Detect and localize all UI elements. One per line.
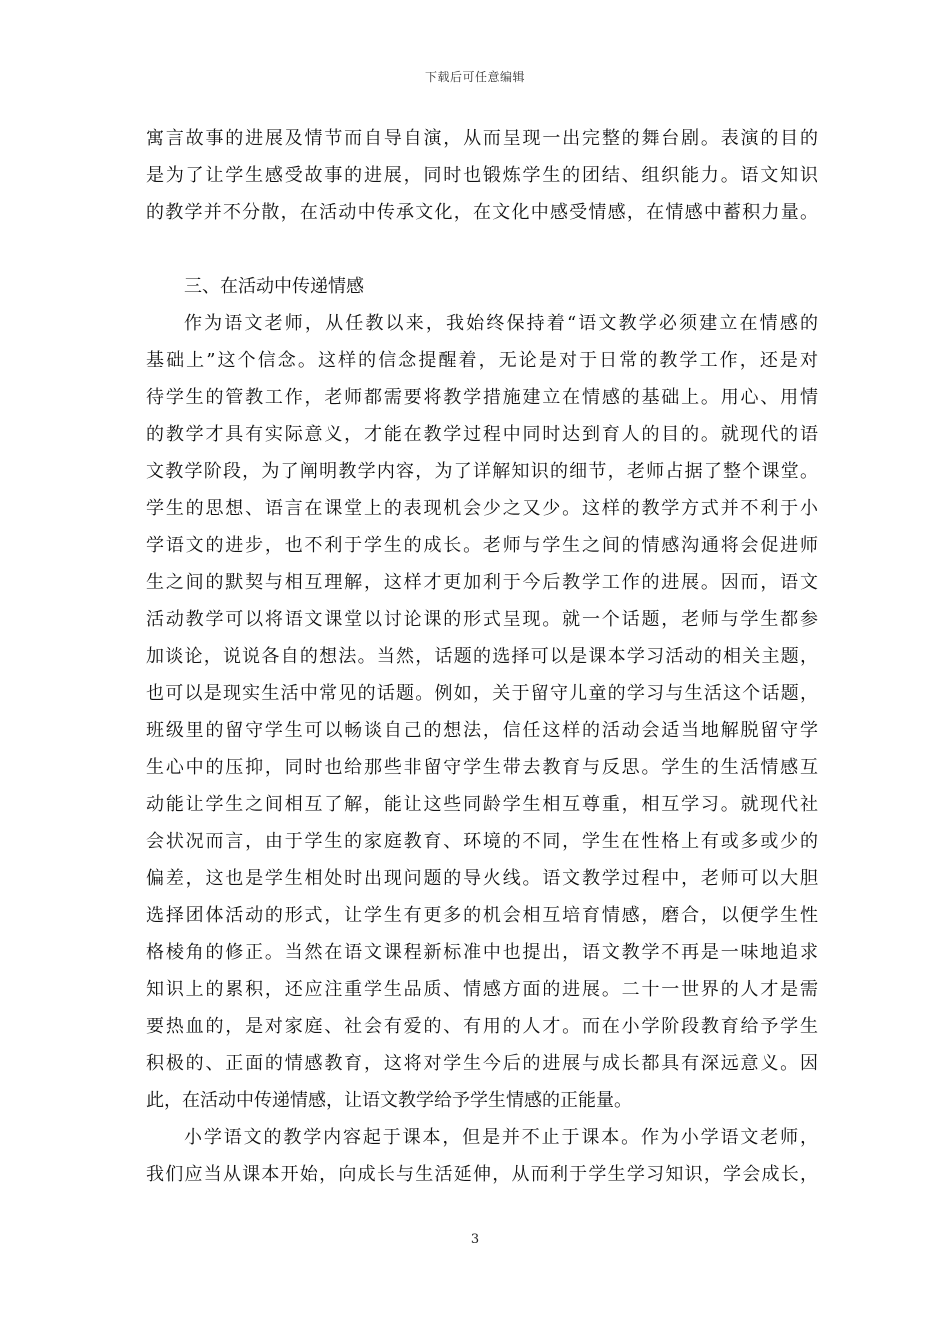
paragraph-line: 学语文的进步，也不利于学生的成长。老师与学生之间的情感沟通将会促进师: [146, 535, 818, 556]
paragraph-line: 知识上的累积，还应注重学生品质、情感方面的进展。二十一世界的人才是需: [146, 979, 818, 1000]
paragraph-line: 学生的思想、语言在课堂上的表现机会少之又少。这样的教学方式并不利于小: [146, 498, 818, 519]
paragraph-line: 文教学阶段，为了阐明教学内容，为了详解知识的细节，老师占据了整个课堂。: [146, 461, 818, 482]
paragraph-line: 的教学并不分散，在活动中传承文化，在文化中感受情感，在情感中蓄积力量。: [146, 202, 818, 223]
paragraph-line: 是为了让学生感受故事的进展，同时也锻炼学生的团结、组织能力。语文知识: [146, 165, 818, 186]
paragraph-line: 生之间的默契与相互理解，这样才更加利于今后教学工作的进展。因而，语文: [146, 572, 818, 593]
paragraph-line: 选择团体活动的形式，让学生有更多的机会相互培育情感，磨合，以便学生性: [146, 905, 818, 926]
paragraph-line: 的教学才具有实际意义，才能在教学过程中同时达到育人的目的。就现代的语: [146, 424, 818, 445]
paragraph-line: 生心中的压抑，同时也给那些非留守学生带去教育与反思。学生的生活情感互: [146, 757, 818, 778]
paragraph-line: 此，在活动中传递情感，让语文教学给予学生情感的正能量。: [146, 1090, 632, 1111]
paragraph-line: 偏差，这也是学生相处时出现问题的导火线。语文教学过程中，老师可以大胆: [146, 868, 818, 889]
paragraph-line: 寓言故事的进展及情节而自导自演，从而呈现一出完整的舞台剧。表演的目的: [146, 128, 818, 149]
paragraph-line: 作为语文老师，从任教以来，我始终保持着“语文教学必须建立在情感的: [184, 313, 818, 334]
paragraph-line: 要热血的，是对家庭、社会有爱的、有用的人才。而在小学阶段教育给予学生: [146, 1016, 818, 1037]
paragraph-line: 加谈论，说说各自的想法。当然，话题的选择可以是课本学习活动的相关主题，: [146, 646, 818, 667]
paragraph-line: 也可以是现实生活中常见的话题。例如，关于留守儿童的学习与生活这个话题，: [146, 683, 818, 704]
paragraph-line: 格棱角的修正。当然在语文课程新标准中也提出，语文教学不再是一味地追求: [146, 942, 818, 963]
paragraph-line: 我们应当从课本开始，向成长与生活延伸，从而利于学生学习知识，学会成长，: [146, 1164, 818, 1185]
page-header: 下载后可任意编辑: [424, 70, 525, 84]
paragraph-line: 基础上”这个信念。这样的信念提醒着，无论是对于日常的教学工作，还是对: [146, 350, 818, 371]
paragraph-line: 班级里的留守学生可以畅谈自己的想法，信任这样的活动会适当地解脱留守学: [146, 720, 818, 741]
paragraph-line: 活动教学可以将语文课堂以讨论课的形式呈现。就一个话题，老师与学生都参: [146, 609, 818, 630]
paragraph-line: 会状况而言，由于学生的家庭教育、环境的不同，学生在性格上有或多或少的: [146, 831, 818, 852]
blank-line: [146, 231, 818, 268]
paragraph-line: 动能让学生之间相互了解，能让这些同龄学生相互尊重，相互学习。就现代社: [146, 794, 818, 815]
paragraph-line: 待学生的管教工作，老师都需要将教学措施建立在情感的基础上。用心、用情: [146, 387, 818, 408]
paragraph-line: 小学语文的教学内容起于课本，但是并不止于课本。作为小学语文老师，: [184, 1127, 818, 1148]
section-heading: 三、在活动中传递情感: [184, 276, 364, 297]
paragraph-line: 积极的、正面的情感教育，这将对学生今后的进展与成长都具有深远意义。因: [146, 1053, 818, 1074]
page-number: 3: [470, 1232, 480, 1247]
body-text: [146, 120, 818, 1193]
